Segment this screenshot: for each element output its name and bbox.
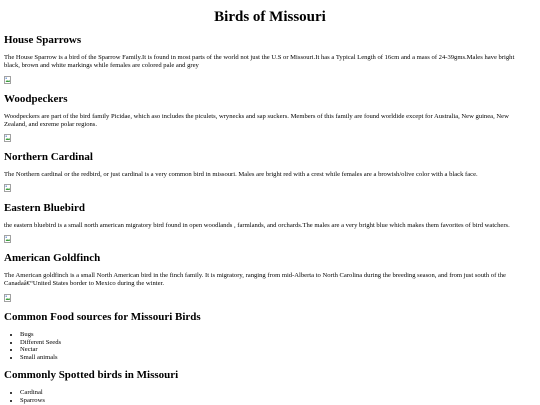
list-item: • Nectar bbox=[20, 346, 61, 354]
list-item: • Different Seeds bbox=[20, 339, 61, 347]
list-item: • Cardinal bbox=[20, 389, 45, 397]
section-heading-northern-cardinal: Northern Cardinal bbox=[4, 151, 93, 163]
spotted-list bbox=[4, 389, 45, 404]
section-text-woodpeckers: Woodpeckers are part of the bird family Picidae, which aso includes the piculets, wrynecks and sap suckers. Members of this family are found worldide except for Australia, New guinea, New Zealand, and exreme polar regions. bbox=[4, 113, 509, 128]
section-text-house-sparrows: The House Sparrow is a bird of the Sparrow Family.It is found in most parts of the world not just the U.S or Missouri.It has a Typical Length of 16cm and a mass of 24-39gms.Males have bright black, brown and white markings while females are colored pale and grey bbox=[4, 54, 515, 69]
broken-image-icon bbox=[4, 184, 12, 192]
broken-image-icon bbox=[4, 294, 12, 302]
food-list bbox=[4, 331, 61, 361]
page-title: Birds of Missouri bbox=[214, 9, 326, 25]
spotted-heading: Commonly Spotted birds in Missouri bbox=[4, 369, 179, 381]
food-heading: Common Food sources for Missouri Birds bbox=[4, 311, 201, 323]
list-item: • Sparrows bbox=[20, 397, 45, 405]
section-heading-house-sparrows: House Sparrows bbox=[4, 34, 82, 46]
section-heading-woodpeckers: Woodpeckers bbox=[4, 93, 68, 105]
section-text-american-goldfinch: The American goldfinch is a small North American bird in the finch family. It is migratory, ranging from mid-Alberta to North Carolina during the breeding season, and from just south of the Canadaâ€“United States border to Mexico during the winter. bbox=[4, 272, 506, 287]
broken-image-icon bbox=[4, 134, 12, 142]
list-item: • Small animals bbox=[20, 354, 61, 362]
section-heading-eastern-bluebird: Eastern Bluebird bbox=[4, 202, 85, 214]
section-text-eastern-bluebird: the eastern bluebird is a small north american migratory bird found in open woodlands , farmlands, and orchards.The males are a very bright blue which makes them favorites of bird watchers. bbox=[4, 222, 510, 229]
section-heading-american-goldfinch: American Goldfinch bbox=[4, 252, 101, 264]
broken-image-icon bbox=[4, 235, 12, 243]
list-item: • Bugs bbox=[20, 331, 61, 339]
broken-image-icon bbox=[4, 76, 12, 84]
section-text-northern-cardinal: The Northern cardinal or the redbird, or just cardinal is a very common bird in missouri. Males are bright red with a crest while females are a browish/olive color with a black face. bbox=[4, 171, 478, 178]
